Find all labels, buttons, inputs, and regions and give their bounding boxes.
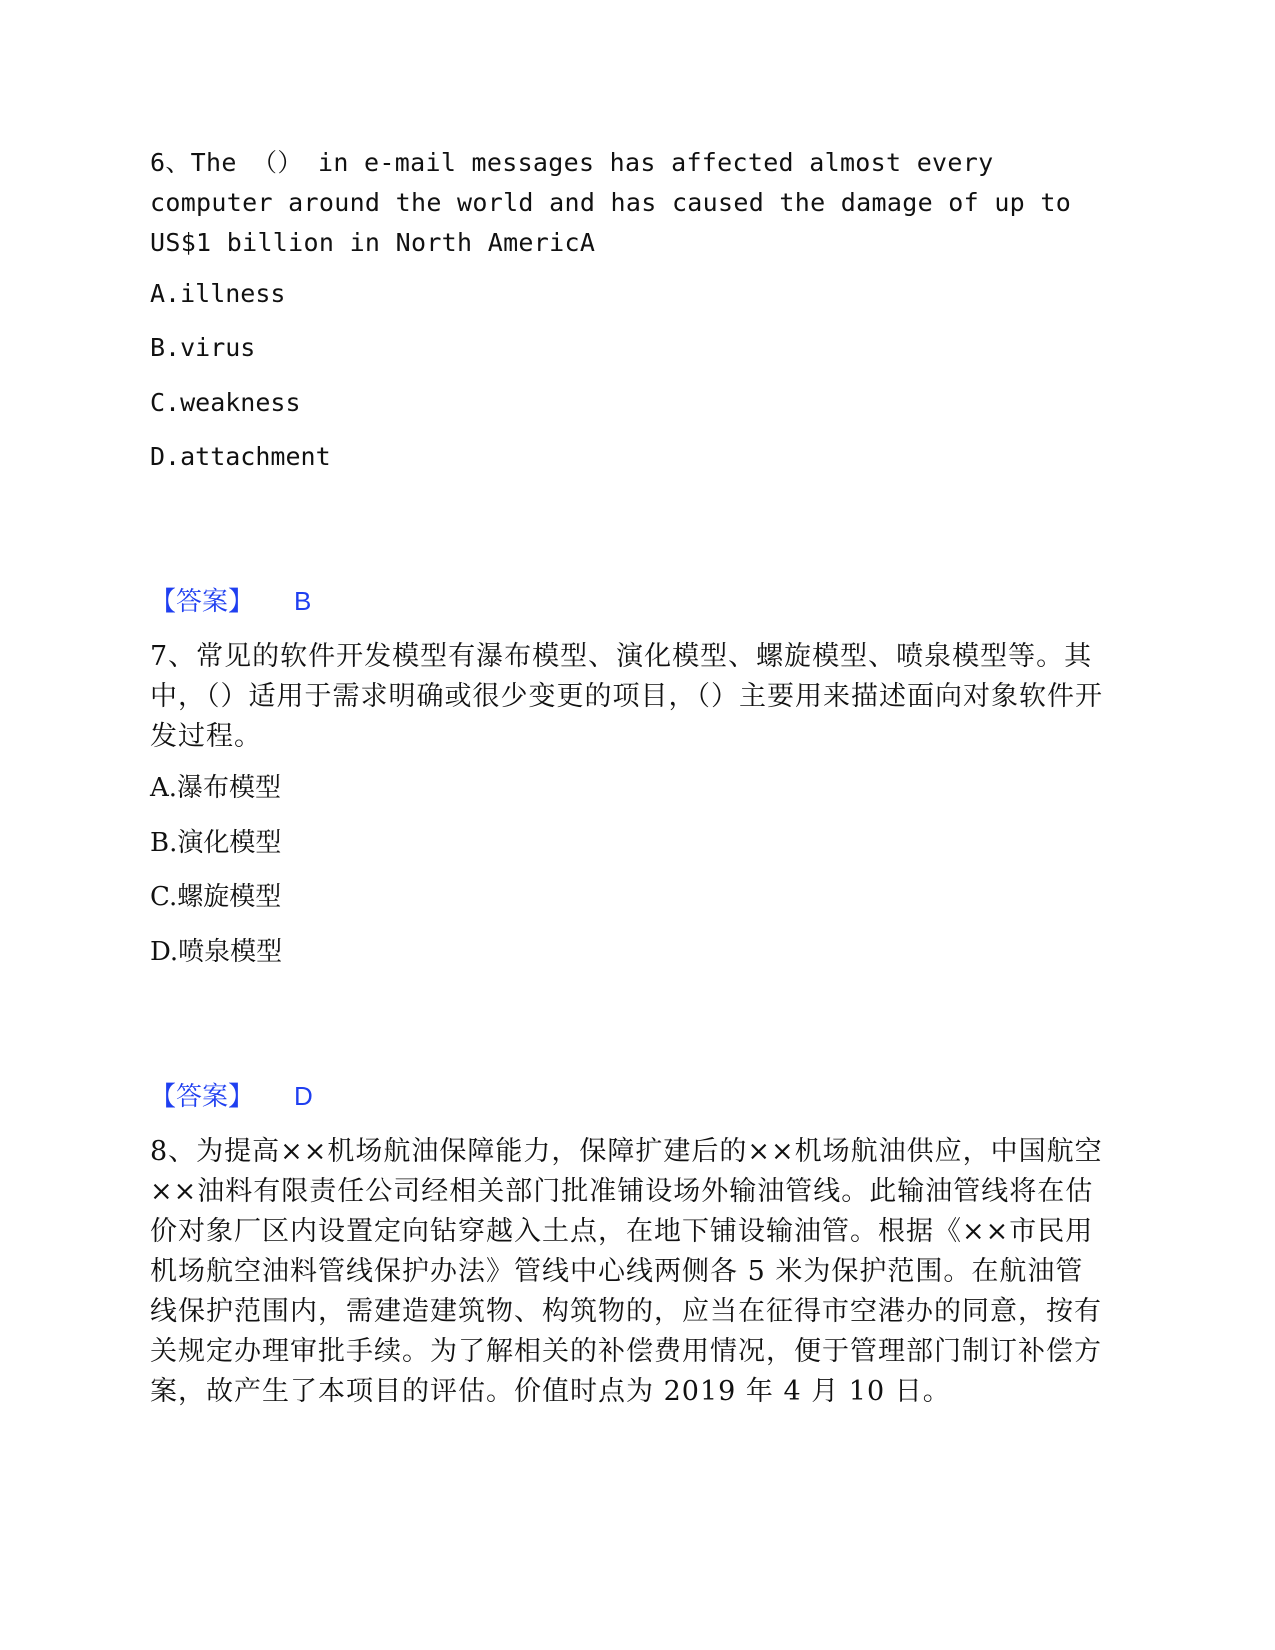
question-6-option-c: C.weakness [150, 388, 301, 417]
answer-value: D [294, 1081, 313, 1111]
answer-label: 【答案】 [150, 1082, 255, 1112]
question-7-option-c: C.螺旋模型 [150, 882, 282, 912]
question-6-option-a: A.illness [150, 279, 286, 308]
question-6-option-d: D.attachment [150, 442, 331, 471]
answer-label: 【答案】 [150, 587, 255, 617]
answer-value: B [294, 586, 312, 616]
question-7-option-b: B.演化模型 [150, 828, 282, 858]
question-6-option-b: B.virus [150, 333, 256, 362]
question-7-stem: 7、常见的软件开发模型有瀑布模型、演化模型、螺旋模型、喷泉模型等。其中，（）适用于需求明确或很少变更的项目，（）主要用来描述面向对象软件开发过程。 [150, 641, 1103, 752]
question-6-stem: 6、The （） in e-mail messages has affected almost every computer around the world and has caused the damage of up to US$1 billion in North AmericA [150, 148, 1072, 257]
answer-6 [150, 584, 1110, 619]
question-7-option-a: A.瀑布模型 [150, 773, 282, 803]
question-8-stem: 8、为提高××机场航油保障能力，保障扩建后的××机场航油供应，中国航空××油料有限责任公司经相关部门批准铺设场外输油管线。此输油管线将在估价对象厂区内设置定向钻穿越入土点，在地下铺设输油管。根据《××市民用机场航空油料管线保护办法》管线中心线两侧各 5 米为保护范围。在航油管线保护范围内，需建造建筑物、构筑物的，应当在征得市空港办的同意，按有关规定办理审批手续。为了解相关的补偿费用情况，便于管理部门制订补偿方案，故产生了本项目的评估。价值时点为 2019 年 4 月 10 日。 [150, 1136, 1103, 1407]
question-7-option-d: D.喷泉模型 [150, 937, 283, 967]
answer-7 [150, 1079, 1110, 1114]
